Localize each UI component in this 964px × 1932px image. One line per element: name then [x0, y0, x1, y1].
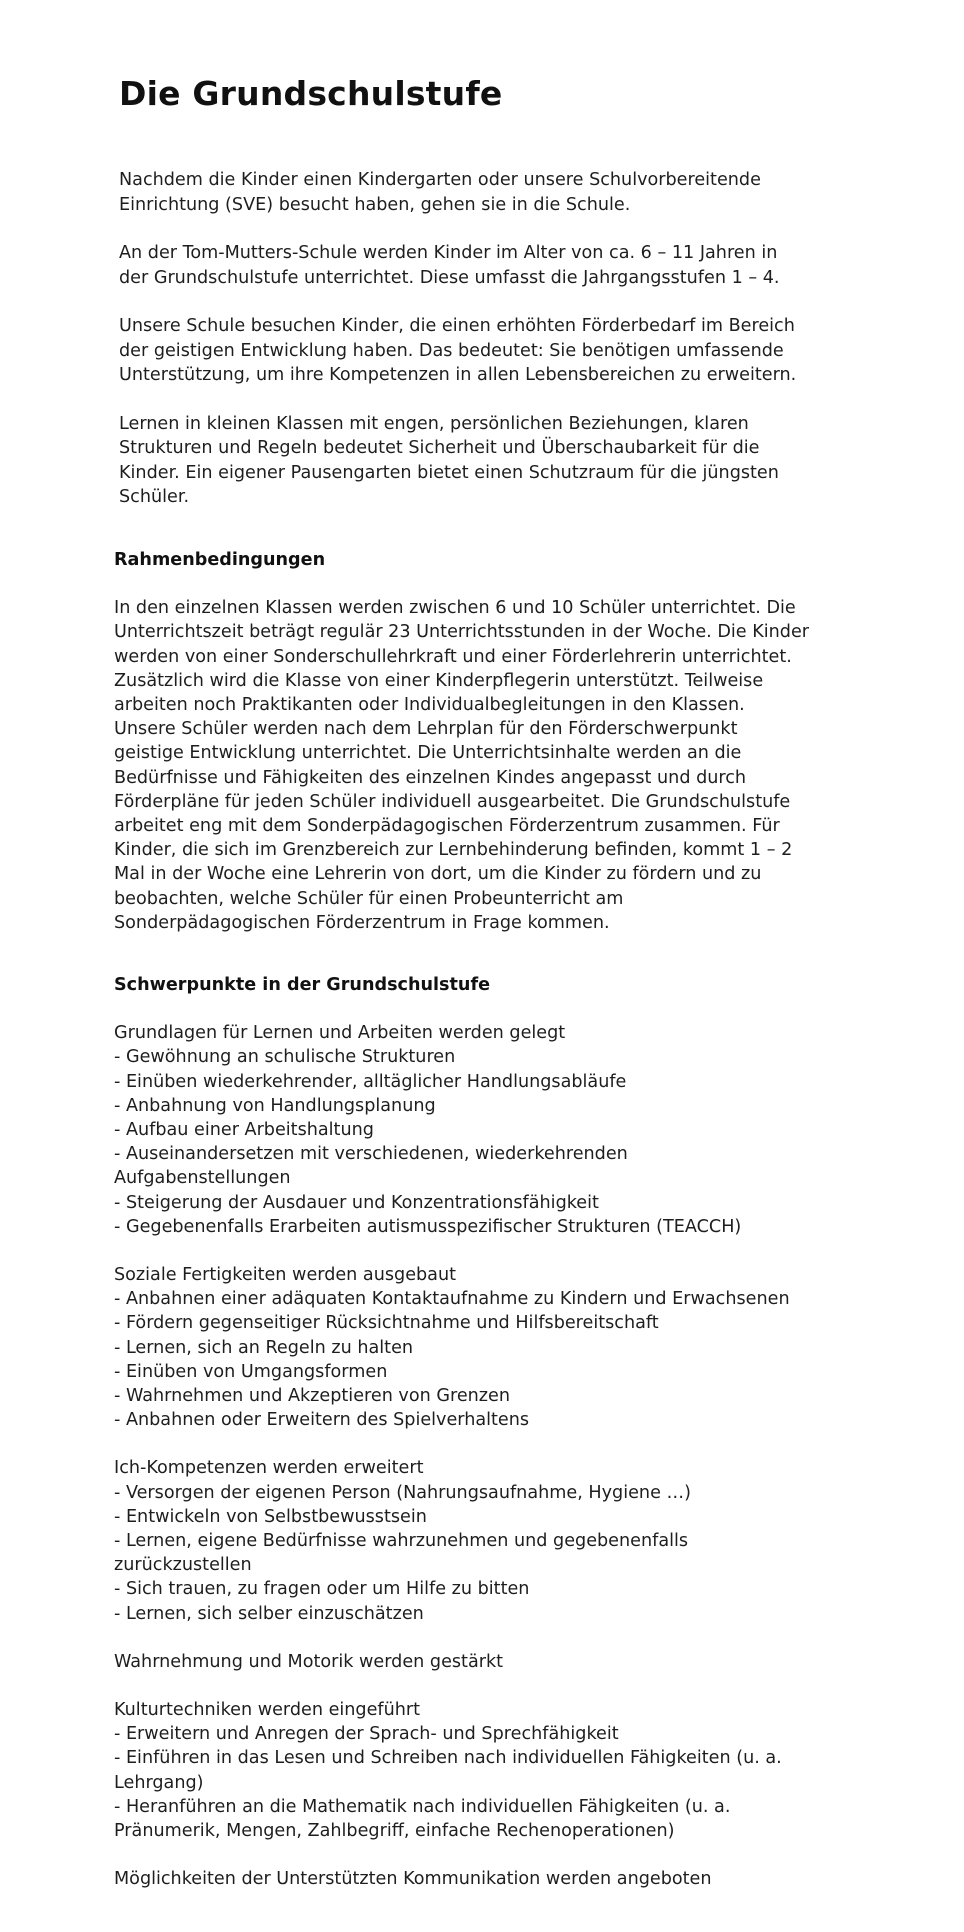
focus-group-title: Kulturtechniken werden eingeführt: [114, 1700, 421, 1721]
rahmenbedingungen-section: [114, 548, 864, 935]
list-item: - Gewöhnung an schulische Strukturen: [114, 1047, 456, 1068]
list-item: - Anbahnen oder Erweitern des Spielverhaltens: [114, 1410, 530, 1431]
list-item: - Versorgen der eigenen Person (Nahrungsaufnahme, Hygiene …): [114, 1482, 691, 1503]
list-item: - Anbahnung von Handlungsplanung: [114, 1095, 436, 1116]
focus-group-title: Wahrnehmung und Motorik werden gestärkt: [114, 1651, 504, 1672]
focus-groups: [114, 1021, 864, 1891]
list-item: - Einüben wiederkehrender, alltäglicher Handlungsabläufe: [114, 1071, 627, 1092]
focus-group: [114, 1650, 864, 1674]
focus-list: [114, 1481, 864, 1626]
list-item: - Lernen, eigene Bedürfnisse wahrzunehmen und gegebenenfalls zurückzustellen: [114, 1531, 689, 1576]
list-item: - Wahrnehmen und Akzeptieren von Grenzen: [114, 1386, 511, 1407]
focus-group: [114, 1456, 864, 1625]
focus-group: [114, 1867, 864, 1891]
intro-paragraph: Lernen in kleinen Klassen mit engen, persönlichen Beziehungen, klaren Strukturen und Regeln bedeutet Sicherheit und Überschaubarkeit für die Kinder. Ein eigener Pausengarten bietet einen Schutzraum für die jüngsten Schüler.: [119, 413, 779, 507]
focus-group-title: Grundlagen für Lernen und Arbeiten werden gelegt: [114, 1023, 566, 1044]
focus-group-title: Möglichkeiten der Unterstützten Kommunikation werden angeboten: [114, 1869, 712, 1890]
focus-list: [114, 1287, 864, 1432]
list-item: - Heranführen an die Mathematik nach individuellen Fähigkeiten (u. a. Pränumerik, Mengen, Zahlbegriff, einfache Rechenoperationen): [114, 1796, 731, 1842]
list-item: - Einführen in das Lesen und Schreiben nach individuellen Fähigkeiten (u. a. Lehrgang): [114, 1748, 782, 1793]
section-heading: Schwerpunkte in der Grundschulstufe: [114, 975, 491, 995]
focus-group-title: Ich-Kompetenzen werden erweitert: [114, 1458, 424, 1479]
intro-section: [119, 168, 859, 510]
intro-paragraph: Unsere Schule besuchen Kinder, die einen erhöhten Förderbedarf im Bereich der geistigen Entwicklung haben. Das bedeutet: Sie benötigen umfassende Unterstützung, um ihre Kompetenzen in allen Lebensbereichen zu erweitern.: [119, 316, 797, 385]
section-body: In den einzelnen Klassen werden zwischen 6 und 10 Schüler unterrichtet. Die Unterrichtszeit beträgt regulär 23 Unterrichtsstunden in der Woche. Die Kinder werden von einer Sonderschullehrkraft und einer Förderlehrerin unterrichtet. Zusätzlich wird die Klasse von einer Kinderpflegerin unterstützt. Teilweise arbeiten noch Praktikanten oder Individualbegleitungen in den Klassen. Unsere Schüler werden nach dem Lehrplan für den Förderschwerpunkt geistige Entwicklung unterrichtet. Die Unterrichtsinhalte werden an die Bedürfnisse und Fähigkeiten des einzelnen Kindes angepasst und durch Förderpläne für jeden Schüler individuell ausgearbeitet. Die Grundschulstufe arbeitet eng mit dem Sonderpädagogischen Förderzentrum zusammen. Für Kinder, die sich im Grenzbereich zur Lernbehinderung befinden, kommt 1 – 2 Mal in der Woche eine Lehrerin von dort, um die Kinder zu fördern und zu beobachten, welche Schüler für einen Probeunterricht am Sonderpädagogischen Förderzentrum in Frage kommen.: [114, 598, 810, 933]
list-item: - Aufbau einer Arbeitshaltung: [114, 1120, 374, 1141]
focus-group: [114, 1263, 864, 1432]
intro-paragraph: Nachdem die Kinder einen Kindergarten oder unsere Schulvorbereitende Einrichtung (SVE) besucht haben, gehen sie in die Schule.: [119, 170, 761, 215]
list-item: - Anbahnen einer adäquaten Kontaktaufnahme zu Kindern und Erwachsenen: [114, 1289, 790, 1310]
focus-group: [114, 1698, 864, 1843]
list-item: - Erweitern und Anregen der Sprach- und Sprechfähigkeit: [114, 1724, 619, 1745]
list-item: - Steigerung der Ausdauer und Konzentrationsfähigkeit: [114, 1192, 599, 1213]
list-item: - Sich trauen, zu fragen oder um Hilfe zu bitten: [114, 1579, 530, 1600]
page-title: Die Grundschulstufe: [119, 74, 503, 113]
list-item: - Gegebenenfalls Erarbeiten autismusspezifischer Strukturen (TEACCH): [114, 1216, 742, 1237]
list-item: - Lernen, sich an Regeln zu halten: [114, 1337, 414, 1358]
focus-group: [114, 1021, 864, 1239]
list-item: - Einüben von Umgangsformen: [114, 1361, 388, 1382]
list-item: - Entwickeln von Selbstbewusstsein: [114, 1506, 427, 1527]
schwerpunkte-section: [114, 973, 864, 1892]
focus-list: [114, 1045, 864, 1239]
intro-paragraph: An der Tom-Mutters-Schule werden Kinder im Alter von ca. 6 – 11 Jahren in der Grundschulstufe unterrichtet. Diese umfasst die Jahrgangsstufen 1 – 4.: [119, 243, 780, 288]
section-heading: Rahmenbedingungen: [114, 550, 326, 570]
list-item: - Fördern gegenseitiger Rücksichtnahme und Hilfsbereitschaft: [114, 1313, 659, 1334]
list-item: - Lernen, sich selber einzuschätzen: [114, 1603, 424, 1624]
focus-list: [114, 1722, 864, 1843]
list-item: - Auseinandersetzen mit verschiedenen, wiederkehrenden Aufgabenstellungen: [114, 1144, 628, 1189]
focus-group-title: Soziale Fertigkeiten werden ausgebaut: [114, 1265, 457, 1286]
